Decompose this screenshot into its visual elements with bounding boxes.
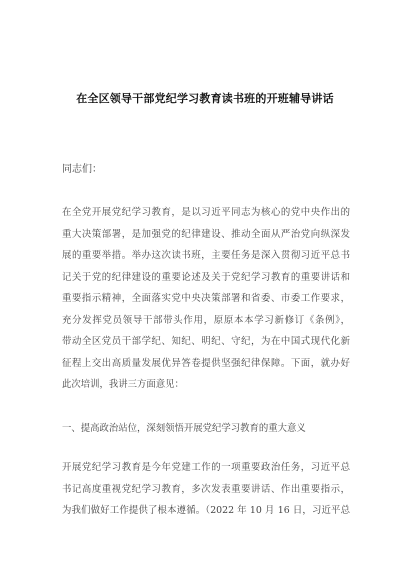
paragraph-line: 充分发挥党员领导干部带头作用，原原本本学习新修订《条例》， [62, 314, 350, 326]
document-title: 在全区领导干部党纪学习教育读书班的开班辅导讲话 [76, 92, 334, 105]
paragraph-line: 记关于党的纪律建设的重要论述及关于党纪学习教育的重要讲话和 [62, 271, 350, 283]
paragraph-line: 重大决策部署，是加强党的纪律建设、推动全面从严治党向纵深发 [62, 228, 350, 240]
salutation: 同志们： [62, 164, 102, 175]
section-heading-1: 一、提高政治站位，深刻领悟开展党纪学习教育的重大意义 [62, 423, 306, 434]
paragraph-line: 重要指示精神，全面落实党中央决策部署和省委、市委工作要求， [62, 293, 350, 304]
paragraph-line: 在全党开展党纪学习教育，是以习近平同志为核心的党中央作出的 [62, 207, 350, 218]
paragraph-line: 开展党纪学习教育是今年党建工作的一项重要政治任务，习近平总 [62, 462, 350, 473]
paragraph-line: 带动全区党员干部学纪、知纪、明纪、守纪，为在中国式现代化新 [62, 336, 350, 347]
paragraph-line: 征程上交出高质量发展优异答卷提供坚强纪律保障。下面，就办好 [62, 357, 350, 369]
paragraph-intro [62, 202, 350, 396]
paragraph-line: 书记高度重视党纪学习教育，多次发表重要讲话、作出重要指示， [62, 483, 350, 495]
paragraph-line: 展的重要举措。举办这次读书班，主要任务是深入贯彻习近平总书 [62, 250, 350, 261]
paragraph-section-1 [62, 457, 350, 522]
paragraph-line: 为我们做好工作提供了根本遵循。（2022 年 10 月 16 日，习近平总 [62, 505, 350, 516]
paragraph-line: 此次培训，我讲三方面意见： [62, 379, 184, 390]
